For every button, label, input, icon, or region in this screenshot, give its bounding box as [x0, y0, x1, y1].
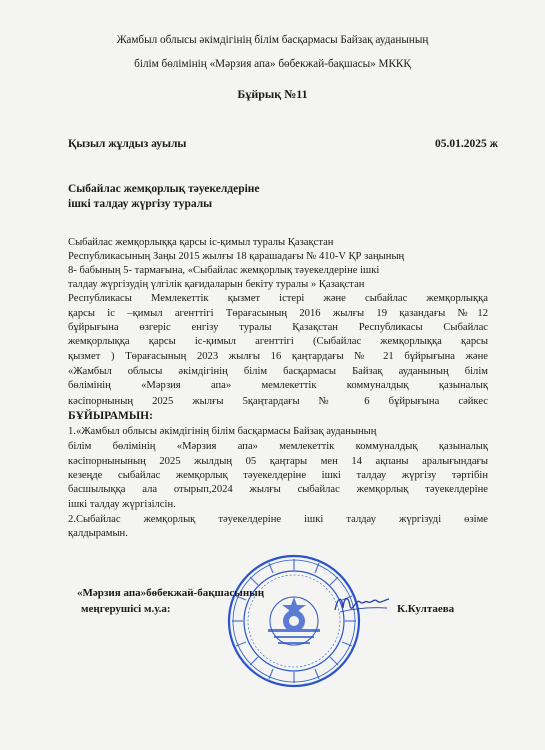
item-2-line: 2.Сыбайлас жемқорлық тәуекелдеріне ішкі талдау жүргізуді өзіме [68, 514, 488, 525]
orders-heading: БҰЙЫРАМЫН: [68, 410, 153, 422]
body-line: кәсіпорнының 2025 жылғы 5қаңтардағы № 6 бұйрығына сәйкес [68, 396, 488, 407]
item-1-line: ішкі талдау жүргізілсін. [68, 499, 176, 510]
handwritten-signature-icon [332, 588, 392, 618]
body-line: талдау жүргізудің үлгілік қағидаларын бекіту туралы » Қазақстан [68, 279, 365, 290]
body-line: қарсы іс –қимыл агенттігі Төрағасының 2016 жылғы 19 қазандағы №12 [68, 308, 488, 319]
body-line: жемқорлыққа қарсы іс-қимыл агенттігі (Сыбайлас жемқорлыққа қарсы [68, 336, 488, 347]
body-line: бөлімінің «Мәрзия апа» мемлекеттік коммуналдық қазыналық [68, 380, 488, 391]
order-date: 05.01.2025 ж [435, 138, 498, 150]
body-line: Республикасы Мемлекеттік қызмет істері және сыбайлас жемқорлыққа [68, 293, 488, 304]
header-line-1: Жамбыл облысы әкімдігінің білім басқармасы Байзақ ауданының [116, 34, 429, 46]
item-1-line: кәсіпорнынының 2025 жылдың 05 қаңтары мен 14 ақпаны аралығындағы [68, 456, 488, 467]
body-line: 8- бабының 5- тармағына, «Сыбайлас жемқорлық тәуекелдеріне ішкі [68, 265, 380, 276]
item-2-line: қалдырамын. [68, 528, 128, 539]
body-line: қызмет ) Төрағасының 2023 жылғы 16 қаңтардағы № 21 бұйрығына және [68, 351, 488, 362]
item-1-line: кезеңде сыбайлас жемқорлық тәуекелдеріне ішкі талдау жүргізу тәртібін [68, 470, 488, 481]
item-1-line: 1.«Жамбыл облысы әкімдігінің білім басқармасы Байзақ ауданының [68, 426, 377, 437]
body-line: Сыбайлас жемқорлыққа қарсы іс-қимыл туралы Қазақстан [68, 237, 334, 248]
signatory-name: К.Култаева [397, 603, 455, 615]
item-1-line: басшылыққа ала отырып,2024 жылғы сыбайлас жемқорлық тәуекелдеріне [68, 484, 488, 495]
body-line: «Жамбыл облысы әкімдігінің білім басқармасы Байзақ ауданының білім [68, 366, 488, 377]
body-line: бұйрығына өзгеріс енгізу туралы Қазақстан Республикасы Сыбайлас [68, 322, 488, 333]
signature-position: меңгерушісі м.у.а: [81, 603, 171, 615]
header-line-2: білім бөлімінің «Мәрзия апа» бөбекжай-бақшасы» МККҚ [134, 58, 411, 70]
order-number: Бұйрық №11 [237, 87, 308, 101]
round-official-seal-icon [226, 553, 362, 689]
item-1-line: білім бөлімінің «Мәрзия апа» мемлекеттік коммуналдық қазыналық [68, 441, 488, 452]
place-name: Қызыл жұлдыз ауылы [68, 138, 187, 150]
signature-org: «Мәрзия апа»бөбекжай-бақшасының [77, 587, 265, 599]
body-line: Республикасының Заңы 2015 жылғы 18 қарашадағы № 410-V ҚР заңының [68, 251, 405, 262]
subject-line-1: Сыбайлас жемқорлық тәуекелдеріне [68, 183, 260, 195]
subject-line-2: ішкі талдау жүргізу туралы [68, 198, 213, 210]
